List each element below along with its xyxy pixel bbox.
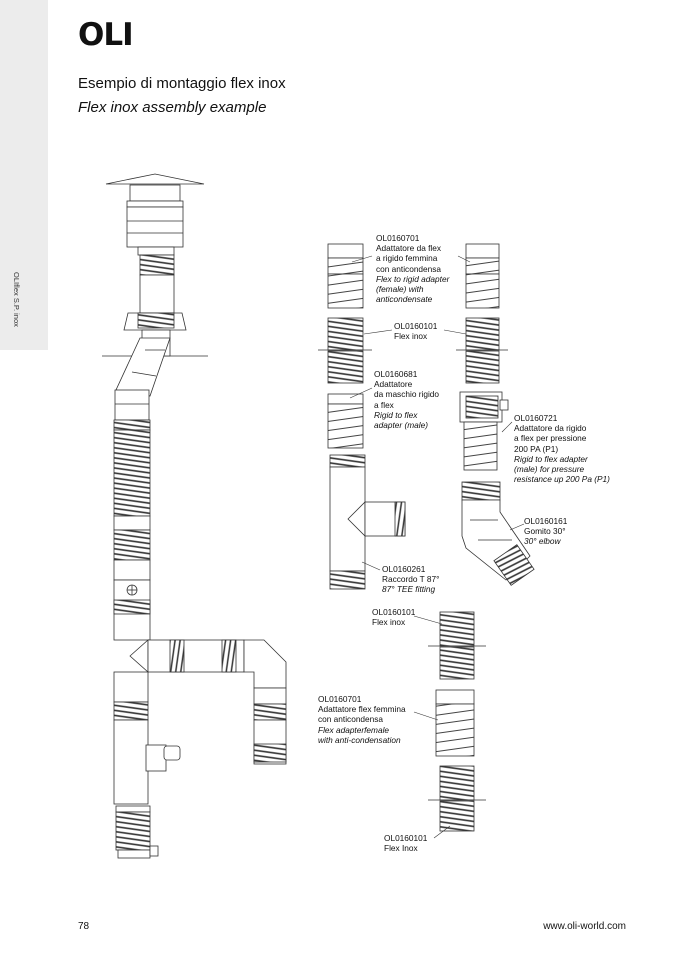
label-OL0160701-bottom: [318, 694, 406, 745]
label-line: 200 PA (P1): [514, 443, 559, 454]
page-number: 78: [78, 921, 90, 932]
label-line-en: Rigid to flex: [374, 409, 418, 420]
label-OL0160261: [382, 564, 439, 595]
label-line: Adattatore da flex: [376, 243, 442, 254]
label-line: Raccordo T 87°: [382, 574, 440, 585]
label-line: Flex Inox: [384, 843, 418, 854]
label-line-en: Rigid to flex adapter: [514, 453, 588, 464]
label-OL0160161: [524, 516, 567, 547]
label-code: OL0160161: [524, 516, 568, 526]
label-line: Adattatore flex femmina: [318, 704, 406, 715]
oli-logo: OLI: [78, 17, 133, 53]
label-OL0160721: [514, 413, 610, 484]
label-line: a flex per pressione: [514, 433, 587, 444]
label-OL0160681: [374, 369, 439, 430]
label-line-en: with anti-condensation: [318, 734, 401, 745]
website-link[interactable]: www.oli-world.com: [543, 921, 626, 932]
label-OL0160101-c: [384, 833, 427, 853]
label-line-en: 30° elbow: [524, 536, 561, 547]
label-line: Adattatore da rigido: [514, 423, 587, 434]
label-code: OL0160701: [318, 694, 362, 704]
label-line-en: anticondensate: [376, 294, 433, 305]
page-title-italian: Esempio di montaggio flex inox: [78, 75, 286, 92]
chimney-cap: [106, 174, 204, 255]
label-code: OL0160261: [382, 564, 426, 574]
label-code: OL0160101: [372, 607, 416, 617]
label-line-en: adapter (male): [374, 420, 428, 431]
label-line-en: Flex to rigid adapter: [376, 273, 450, 284]
label-line: Flex inox: [372, 617, 406, 628]
label-OL0160101-a: [394, 321, 437, 341]
label-line: Adattatore: [374, 379, 413, 390]
label-line: a rigido femmina: [376, 253, 438, 264]
label-line: da maschio rigido: [374, 389, 440, 400]
label-line-en: (female) with: [376, 284, 424, 295]
label-code: OL0160101: [384, 833, 428, 843]
label-OL0160701-top: [376, 233, 449, 304]
label-line-en: 87° TEE fitting: [382, 584, 436, 595]
section-side-label: OLIflex S.P. inox: [12, 272, 21, 327]
page-title-english: Flex inox assembly example: [78, 99, 267, 116]
label-code: OL0160101: [394, 321, 438, 331]
label-code: OL0160701: [376, 233, 420, 243]
label-OL0160101-b: [372, 607, 415, 627]
label-line: Flex inox: [394, 331, 428, 342]
label-line-en: resistance up 200 Pa (P1): [514, 474, 610, 485]
label-line: con anticondensa: [318, 714, 384, 725]
label-code: OL0160681: [374, 369, 418, 379]
label-code: OL0160721: [514, 413, 558, 423]
label-line-en: (male) for pressure: [514, 464, 585, 475]
label-line: con anticondensa: [376, 263, 442, 274]
label-line: a flex: [374, 399, 394, 410]
label-line-en: Flex adapterfemale: [318, 724, 390, 735]
label-line: Gomito 30°: [524, 526, 566, 537]
